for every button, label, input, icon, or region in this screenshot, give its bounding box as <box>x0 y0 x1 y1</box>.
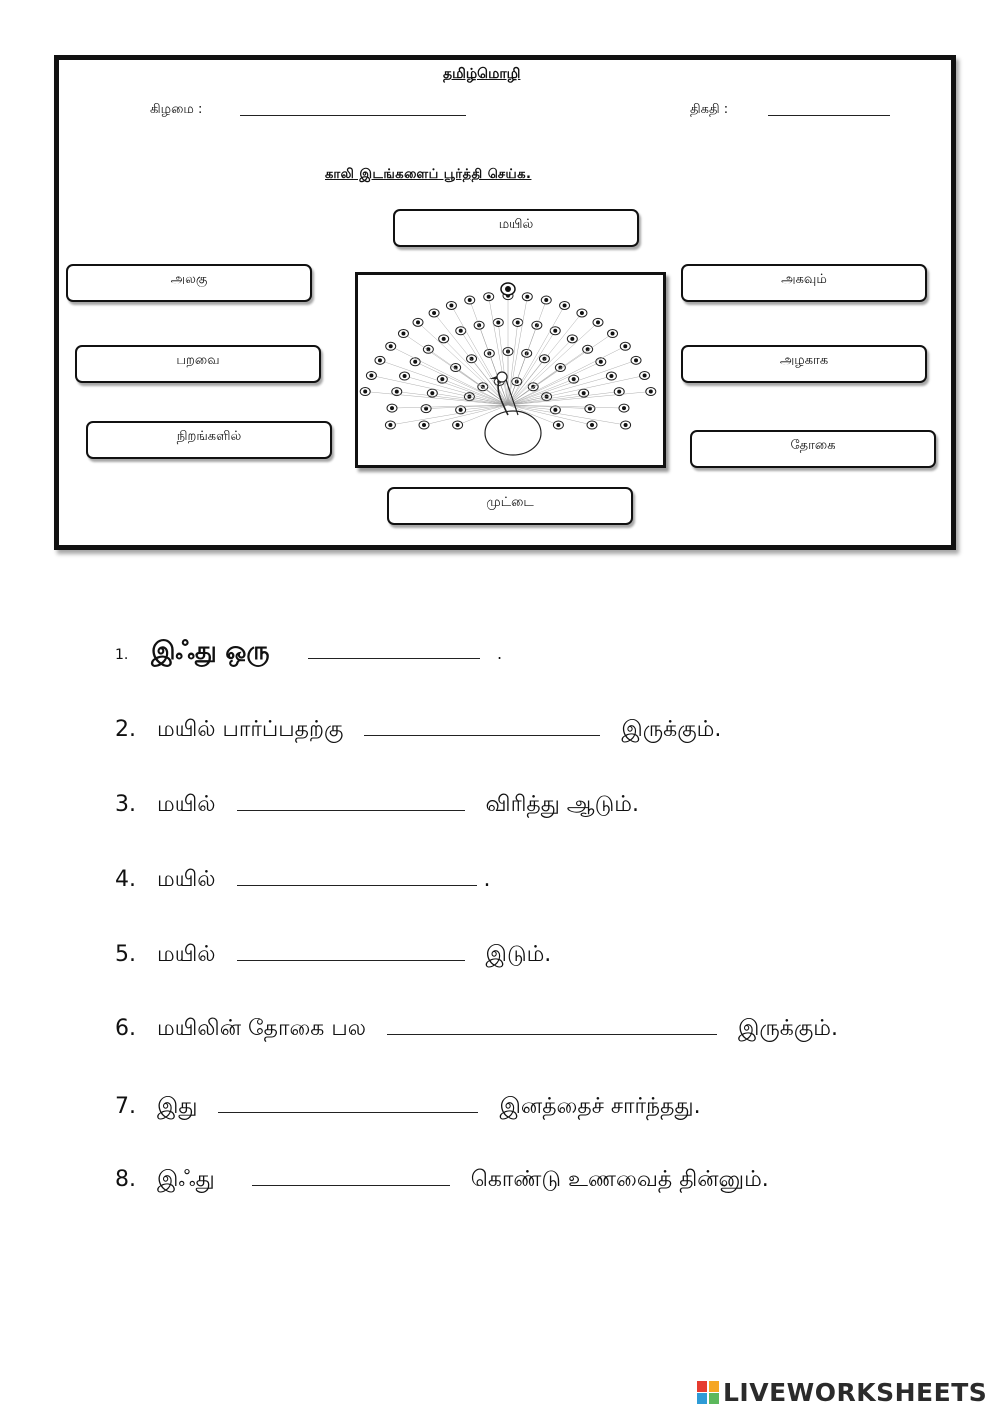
day-field[interactable] <box>240 115 466 116</box>
question-end: . <box>496 644 503 663</box>
question-8 <box>115 1165 769 1195</box>
question-end: கொண்டு உணவைத் தின்னும். <box>470 1167 769 1192</box>
question-end: இருக்கும். <box>737 1016 838 1041</box>
question-end: இருக்கும். <box>621 717 722 742</box>
word-box-nirangalil: நிறங்களில் <box>86 421 332 459</box>
question-1 <box>115 636 502 669</box>
question-text: மயிலின் தோகை பல <box>157 1016 366 1041</box>
question-text: மயில் <box>157 792 216 817</box>
question-end: இடும். <box>485 942 552 967</box>
question-text: இஃது ஒரு <box>151 636 270 665</box>
question-number: 4. <box>115 867 136 892</box>
peacock-picture <box>355 272 666 468</box>
question-2 <box>115 715 721 745</box>
question-7 <box>115 1092 701 1122</box>
question-number: 5. <box>115 942 136 967</box>
date-field[interactable] <box>768 115 890 116</box>
question-text: மயில் பார்ப்பதற்கு <box>157 717 344 742</box>
question-text: மயில் <box>157 942 216 967</box>
word-box-agavum: அகவும் <box>681 264 927 302</box>
answer-blank-1[interactable] <box>308 638 480 659</box>
answer-blank-7[interactable] <box>218 1092 478 1113</box>
answer-blank-6[interactable] <box>387 1014 717 1035</box>
word-box-thogai: தோகை <box>690 430 936 468</box>
question-3 <box>115 790 639 820</box>
question-end: . <box>483 867 491 892</box>
question-number: 7. <box>115 1094 136 1119</box>
liveworksheets-logo-icon <box>697 1381 719 1405</box>
date-label: திகதி : <box>690 102 729 117</box>
question-number: 2. <box>115 717 136 742</box>
question-5 <box>115 940 551 970</box>
page-title: தமிழ்மொழி <box>443 66 521 82</box>
peacock-icon <box>358 275 657 459</box>
question-number: 1. <box>115 647 129 663</box>
question-number: 8. <box>115 1167 136 1192</box>
instruction: காலி இடங்களைப் பூர்த்தி செய்க. <box>325 167 532 182</box>
answer-blank-2[interactable] <box>364 715 600 736</box>
question-end: விரித்து ஆடும். <box>485 792 639 817</box>
question-end: இனத்தைச் சார்ந்தது. <box>499 1094 701 1119</box>
day-label: கிழமை : <box>150 102 203 117</box>
word-box-alagu: அலகு <box>66 264 312 302</box>
answer-blank-3[interactable] <box>237 790 465 811</box>
answer-blank-4[interactable] <box>237 865 477 886</box>
liveworksheets-watermark <box>697 1378 987 1407</box>
question-text: இஃது <box>157 1167 215 1192</box>
word-box-paravai: பறவை <box>75 345 321 383</box>
word-box-mayil: மயில் <box>393 209 639 247</box>
answer-blank-5[interactable] <box>237 940 465 961</box>
question-number: 6. <box>115 1016 136 1041</box>
question-number: 3. <box>115 792 136 817</box>
question-text: இது <box>157 1094 198 1119</box>
answer-blank-8[interactable] <box>252 1165 450 1186</box>
watermark-text: LIVEWORKSHEETS <box>723 1378 988 1407</box>
word-box-azhagaga: அழகாக <box>681 345 927 383</box>
word-box-muttai: முட்டை <box>387 487 633 525</box>
question-6 <box>115 1014 838 1044</box>
question-4 <box>115 865 491 895</box>
question-text: மயில் <box>157 867 216 892</box>
